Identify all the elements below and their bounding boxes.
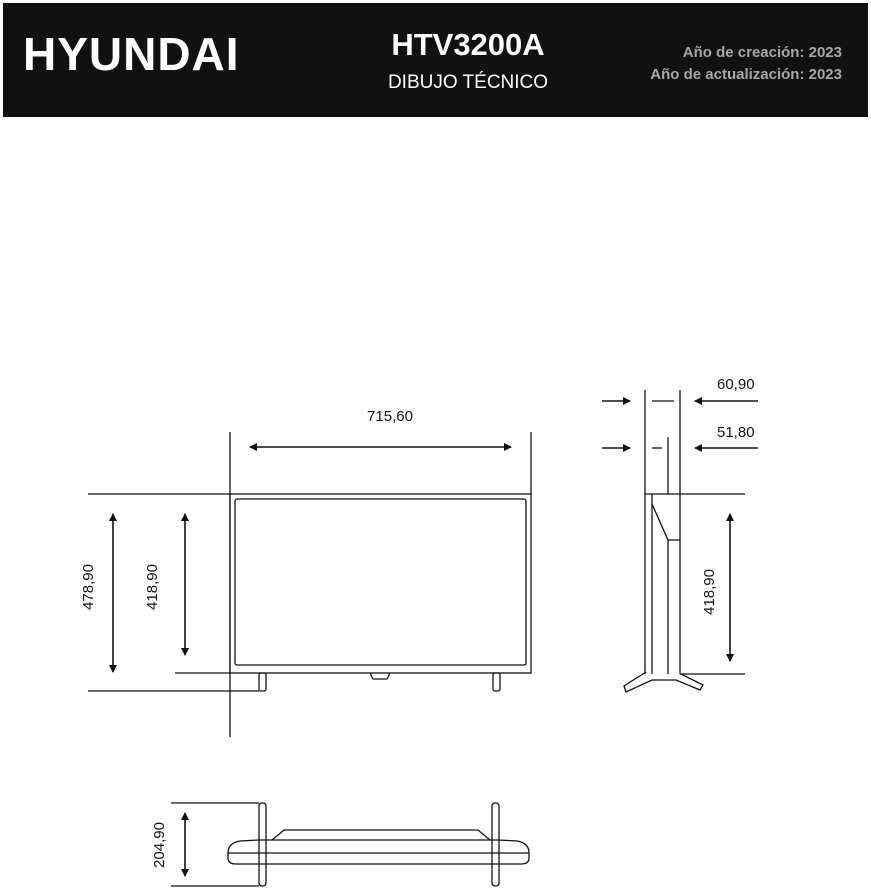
- brand-logo: HYUNDAI: [23, 28, 240, 80]
- top-right-foot: [492, 803, 499, 886]
- front-left-foot: [259, 673, 266, 691]
- top-left-foot: [259, 803, 266, 886]
- panel-depth-label: 51,80: [717, 424, 755, 441]
- model-number: HTV3200A: [391, 27, 545, 62]
- creation-year: Año de creación: 2023: [682, 44, 842, 61]
- front-right-foot: [493, 673, 500, 691]
- width-label: 715,60: [367, 408, 413, 425]
- top-back-cover: [272, 830, 490, 840]
- tv-outer-frame: [230, 494, 531, 673]
- front-dimensions: [113, 447, 511, 672]
- update-year: Año de actualización: 2023: [650, 66, 842, 83]
- side-back-cover: [652, 494, 680, 540]
- screen-height-label: 418,90: [144, 564, 161, 610]
- side-height-label: 418,90: [701, 569, 718, 615]
- tv-screen: [235, 499, 526, 665]
- outer-depth-label: 60,90: [717, 376, 755, 393]
- document-type: DIBUJO TÉCNICO: [387, 72, 549, 93]
- top-panel-outline: [228, 840, 529, 864]
- total-height-label: 478,90: [80, 564, 97, 610]
- front-center-notch: [370, 673, 390, 679]
- side-stand-foot: [624, 672, 703, 692]
- stand-depth-label: 204,90: [151, 822, 168, 868]
- top-view: [171, 803, 529, 886]
